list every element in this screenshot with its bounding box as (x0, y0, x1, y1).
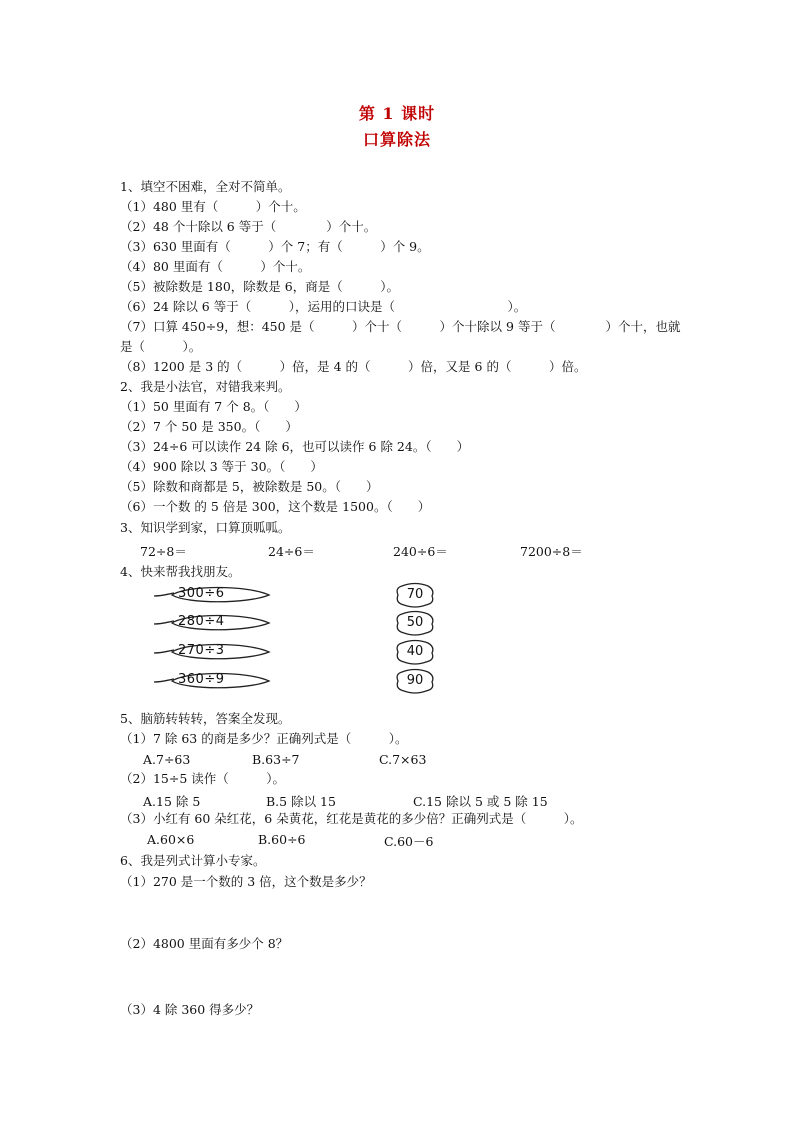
choice-option[interactable]: A.7÷63 (143, 752, 191, 767)
section-1-heading: 1、填空不困难，全对不简单。 (120, 179, 291, 194)
question-text: （5）被除数是 180，除数是 6，商是（ ）。 (120, 279, 399, 294)
calc-item: 7200÷8＝ (520, 544, 583, 559)
question-text: （5）除数和商都是 5，被除数是 50。（ ） (120, 479, 379, 494)
section-3-heading: 3、知识学到家，口算顶呱呱。 (120, 520, 291, 535)
bubble-value: 40 (406, 644, 424, 659)
leaf-card[interactable] (152, 584, 272, 606)
question-text: （3）24÷6 可以读作 24 除 6，也可以读作 6 除 24。（ ） (120, 439, 470, 454)
choice-option[interactable]: B.5 除以 15 (266, 794, 336, 809)
choice-option[interactable]: A.60×6 (147, 832, 195, 847)
question-text: （2）7 个 50 是 350。（ ） (120, 419, 298, 434)
choice-option[interactable]: C.60－6 (384, 834, 434, 849)
section-2-heading: 2、我是小法官，对错我来判。 (120, 379, 291, 394)
answer-bubble[interactable] (394, 639, 436, 665)
question-text: （1）270 是一个数的 3 倍，这个数是多少？ (120, 874, 372, 889)
calc-item: 24÷6＝ (268, 544, 315, 559)
leaf-expression: 360÷9 (178, 672, 225, 687)
question-text: （2）48 个十除以 6 等于（ ）个十。 (120, 219, 377, 234)
section-5-heading: 5、脑筋转转转，答案全发现。 (120, 711, 291, 726)
bubble-value: 90 (406, 673, 424, 688)
choice-option[interactable]: C.15 除以 5 或 5 除 15 (413, 794, 548, 809)
question-text: （4）900 除以 3 等于 30。（ ） (120, 459, 323, 474)
bubble-value: 70 (406, 587, 424, 602)
answer-bubble[interactable] (394, 582, 436, 608)
question-text: （8）1200 是 3 的（ ）倍，是 4 的（ ）倍，又是 6 的（ ）倍。 (120, 359, 587, 374)
question-text: （6）一个数 的 5 倍是 300，这个数是 1500。（ ） (120, 499, 431, 514)
question-text: （6）24 除以 6 等于（ ），运用的口诀是（ ）。 (120, 299, 527, 314)
question-text: （3）4 除 360 得多少？ (120, 1002, 260, 1017)
leaf-expression: 300÷6 (178, 586, 225, 601)
leaf-card[interactable] (152, 670, 272, 692)
question-text: （2）4800 里面有多少个 8？ (120, 936, 289, 951)
lesson-title: 第 1 课时 (358, 104, 436, 123)
question-text: （3）小红有 60 朵红花，6 朵黄花，红花是黄花的多少倍？正确列式是（ ）。 (120, 811, 583, 826)
leaf-card[interactable] (152, 641, 272, 663)
question-text: 是（ ）。 (120, 339, 202, 354)
choice-option[interactable]: A.15 除 5 (143, 794, 201, 809)
section-4-heading: 4、快来帮我找朋友。 (120, 564, 241, 579)
choice-option[interactable]: B.63÷7 (252, 752, 300, 767)
question-text: （1）7 除 63 的商是多少？正确列式是（ ）。 (120, 731, 408, 746)
leaf-card[interactable] (152, 612, 272, 634)
question-text: （2）15÷5 读作（ ）。 (120, 771, 286, 786)
question-text: （1）480 里有（ ）个十。 (120, 199, 306, 214)
choice-option[interactable]: B.60÷6 (258, 832, 306, 847)
bubble-value: 50 (406, 615, 424, 630)
question-text: （1）50 里面有 7 个 8。（ ） (120, 399, 307, 414)
leaf-expression: 270÷3 (178, 643, 225, 658)
choice-option[interactable]: C.7×63 (379, 752, 427, 767)
answer-bubble[interactable] (394, 668, 436, 694)
page-title: 口算除法 (362, 130, 431, 149)
question-text: （7）口算 450÷9，想：450 是（ ）个十（ ）个十除以 9 等于（ ）个十，也就 (120, 319, 681, 334)
answer-bubble[interactable] (394, 610, 436, 636)
question-text: （4）80 里面有（ ）个十。 (120, 259, 311, 274)
leaf-expression: 280÷4 (178, 614, 225, 629)
question-text: （3）630 里面有（ ）个 7；有（ ）个 9。 (120, 239, 430, 254)
section-6-heading: 6、我是列式计算小专家。 (120, 853, 266, 868)
calc-item: 240÷6＝ (393, 544, 448, 559)
calc-item: 72÷8＝ (140, 544, 187, 559)
